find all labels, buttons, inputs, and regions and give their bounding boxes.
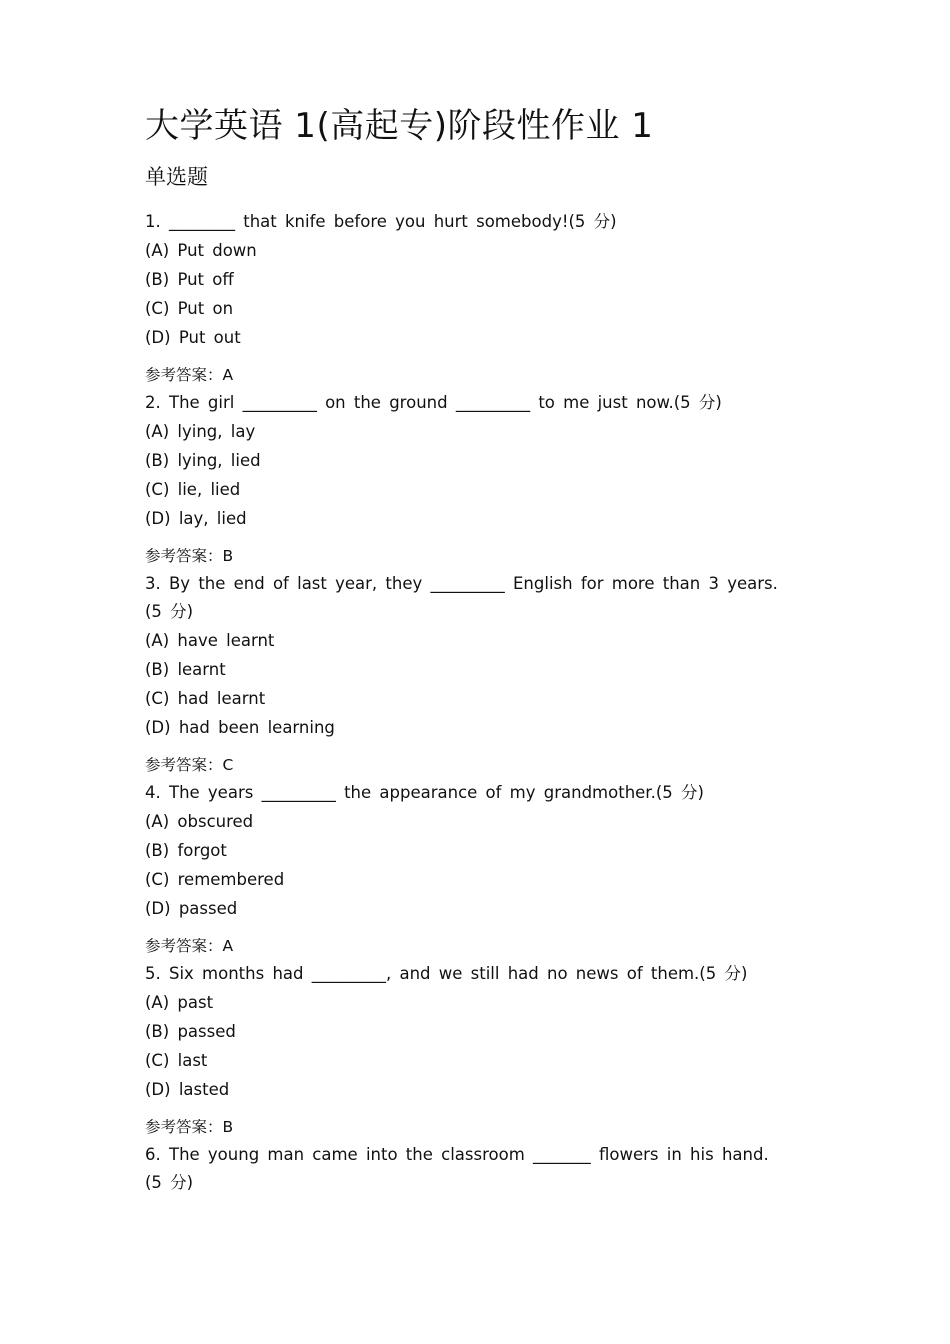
reference-answer: [145, 1114, 815, 1141]
question-3: [145, 570, 815, 779]
answer-value: B: [222, 1118, 234, 1136]
question-text: [145, 570, 815, 626]
reference-answer: [145, 362, 815, 389]
question-text: 5. Six months had _________, and we still had no news of them.(5 分): [145, 964, 748, 983]
reference-answer: [145, 543, 815, 570]
reference-answer: [145, 933, 815, 960]
answer-value: C: [222, 756, 234, 774]
question-4: [145, 779, 815, 960]
option-c: (C) had learnt: [145, 689, 266, 708]
answer-label: 参考答案：: [145, 1118, 223, 1136]
option-d: (D) passed: [145, 899, 238, 918]
option-a: (A) obscured: [145, 812, 254, 831]
answer-value: B: [222, 547, 234, 565]
reference-answer: [145, 752, 815, 779]
question-text: 1. ________ that knife before you hurt somebody!(5 分): [145, 212, 617, 231]
answer-label: 参考答案：: [145, 937, 223, 955]
question-1: [145, 208, 815, 389]
document-page: [145, 100, 815, 1197]
question-text: 4. The years _________ the appearance of my grandmother.(5 分): [145, 783, 704, 802]
option-c: (C) last: [145, 1051, 208, 1070]
option-c: (C) Put on: [145, 299, 234, 318]
section-title: 单选题: [145, 165, 208, 189]
option-d: (D) lay, lied: [145, 509, 247, 528]
option-d: (D) lasted: [145, 1080, 230, 1099]
document-title: 大学英语 1(高起专)阶段性作业 1: [145, 106, 654, 146]
question-text-line: 6. The young man came into the classroom _______ flowers in his hand.: [145, 1145, 769, 1164]
question-text: [145, 1141, 815, 1197]
option-d: (D) had been learning: [145, 718, 335, 737]
option-b: (B) passed: [145, 1022, 236, 1041]
option-a: (A) have learnt: [145, 631, 275, 650]
option-d: (D) Put out: [145, 328, 241, 347]
option-b: (B) Put off: [145, 270, 234, 289]
question-score: (5 分): [145, 1173, 194, 1192]
answer-value: A: [222, 937, 234, 955]
option-c: (C) remembered: [145, 870, 285, 889]
option-a: (A) lying, lay: [145, 422, 256, 441]
answer-value: A: [222, 366, 234, 384]
option-a: (A) Put down: [145, 241, 257, 260]
question-score: (5 分): [145, 602, 194, 621]
option-b: (B) learnt: [145, 660, 226, 679]
answer-label: 参考答案：: [145, 547, 223, 565]
question-2: [145, 389, 815, 570]
answer-label: 参考答案：: [145, 366, 223, 384]
answer-label: 参考答案：: [145, 756, 223, 774]
question-text: 2. The girl _________ on the ground _________ to me just now.(5 分): [145, 393, 722, 412]
option-b: (B) lying, lied: [145, 451, 261, 470]
question-text-line: 3. By the end of last year, they _________ English for more than 3 years.: [145, 574, 778, 593]
option-a: (A) past: [145, 993, 214, 1012]
question-5: [145, 960, 815, 1141]
option-c: (C) lie, lied: [145, 480, 241, 499]
option-b: (B) forgot: [145, 841, 227, 860]
question-6: [145, 1141, 815, 1197]
